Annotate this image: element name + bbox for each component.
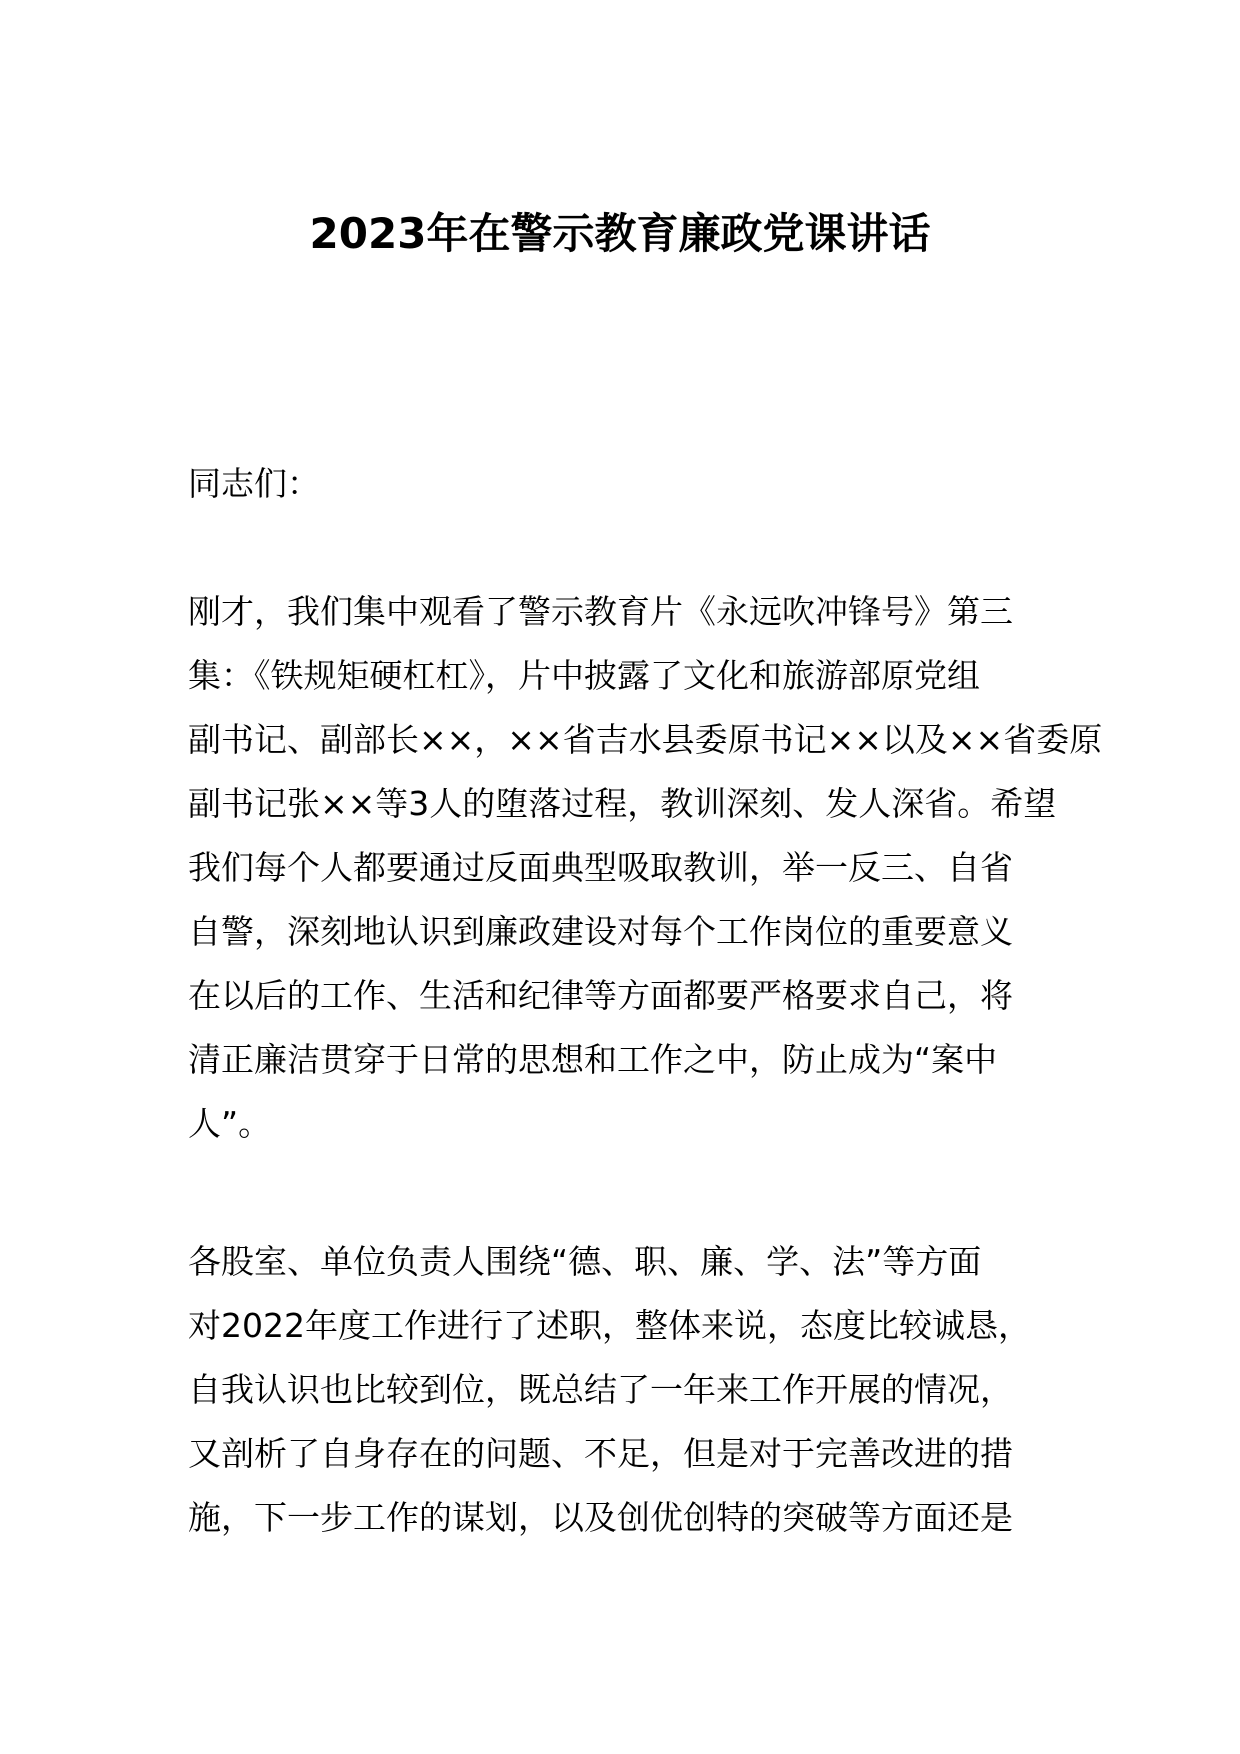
- document-title: 2023年在警示教育廉政党课讲话: [309, 209, 931, 258]
- paragraph-2: [188, 1230, 1058, 1550]
- paragraph-line: 清正廉洁贯穿于日常的思想和工作之中，防止成为“案中: [188, 1040, 998, 1079]
- paragraph-line: 施，下一步工作的谋划，以及创优创特的突破等方面还是: [188, 1498, 1013, 1537]
- paragraph-line: 集：《铁规矩硬杠杠》，片中披露了文化和旅游部原党组: [188, 656, 980, 695]
- paragraph-line: 自我认识也比较到位，既总结了一年来工作开展的情况，: [188, 1370, 1013, 1409]
- paragraph-line: 在以后的工作、生活和纪律等方面都要严格要求自己，将: [188, 976, 1013, 1015]
- paragraph-line: 对2022年度工作进行了述职，整体来说，态度比较诚恳，: [188, 1306, 1031, 1345]
- paragraph-line: 自警，深刻地认识到廉政建设对每个工作岗位的重要意义: [188, 912, 1013, 951]
- paragraph-line: 人”。: [188, 1104, 272, 1143]
- paragraph-line: 我们每个人都要通过反面典型吸取教训，举一反三、自省: [188, 848, 1013, 887]
- salutation: 同志们：: [188, 464, 320, 503]
- paragraph-line: 副书记张××等3人的堕落过程，教训深刻、发人深省。希望: [188, 784, 1057, 823]
- paragraph-1: [188, 580, 1103, 1156]
- paragraph-line: 刚才，我们集中观看了警示教育片《永远吹冲锋号》第三: [188, 592, 1013, 631]
- paragraph-line: 各股室、单位负责人围绕“德、职、廉、学、法”等方面: [188, 1242, 982, 1281]
- paragraph-line: 又剖析了自身存在的问题、不足，但是对于完善改进的措: [188, 1434, 1013, 1473]
- paragraph-line: 副书记、副部长××，××省吉水县委原书记××以及××省委原: [188, 720, 1103, 759]
